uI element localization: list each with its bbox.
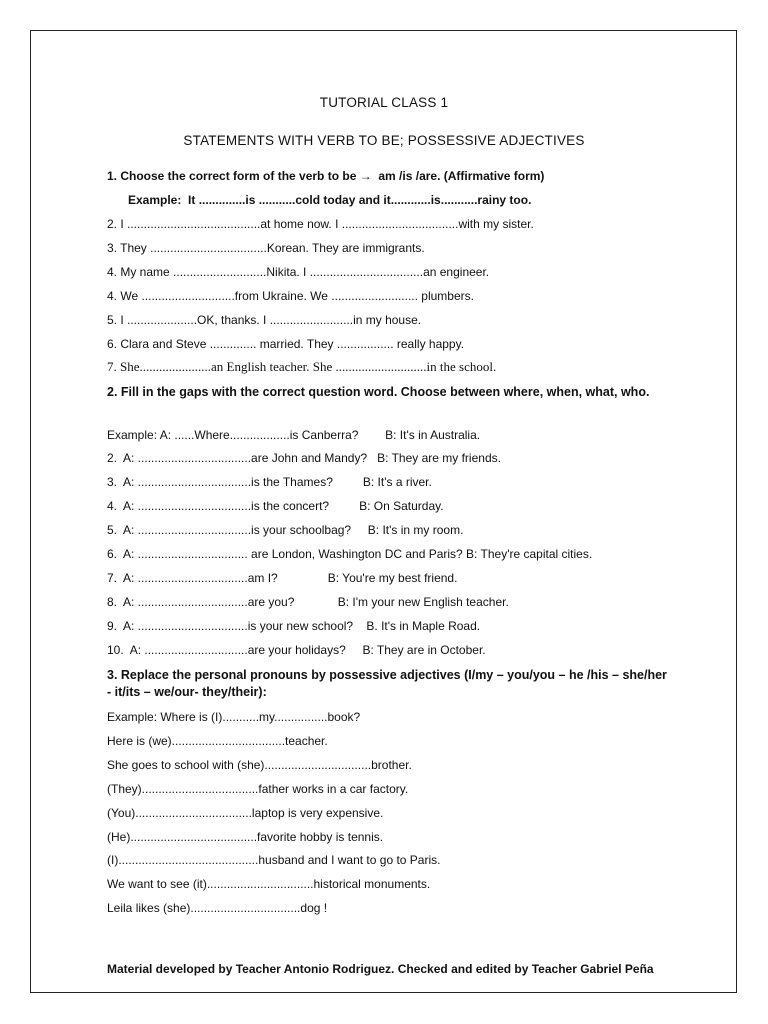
section2-item: 6. A: ................................. are London, Washington DC and Paris? B: They're capital cities. (107, 547, 593, 561)
page-subtitle: STATEMENTS WITH VERB TO BE; POSSESSIVE ADJECTIVES (183, 133, 585, 148)
section3-item: (He)......................................favorite hobby is tennis. (107, 830, 384, 844)
section1-item: 5. I .....................OK, thanks. I .........................in my house. (107, 313, 422, 327)
section2-item: 4. A: ..................................is the concert? B: On Saturday. (107, 499, 444, 513)
section2-item: 9. A: .................................is your new school? B. It's in Maple Road. (107, 619, 481, 633)
section1-item: 3. They ...................................Korean. They are immigrants. (107, 241, 425, 255)
section3-item: Here is (we)..................................teacher. (107, 734, 328, 748)
section2-item: 3. A: ..................................is the Thames? B: It's a river. (107, 475, 432, 489)
page-title: TUTORIAL CLASS 1 (319, 95, 449, 110)
section2-item: 5. A: ..................................is your schoolbag? B: It's in my room. (107, 523, 464, 537)
section3-heading: 3. Replace the personal pronouns by possessive adjectives (I/my – you/you – he /his – she/her - it/its – we/our- they/their): (107, 668, 667, 699)
page-footer: Material developed by Teacher Antonio Rodriguez. Checked and edited by Teacher Gabriel Peña (107, 962, 654, 976)
section3-example: Example: Where is (I)...........my................book? (107, 710, 361, 724)
section1-item: 4. My name ............................Nikita. I ..................................an engineer. (107, 265, 490, 279)
section1-item: 6. Clara and Steve .............. married. They ................. really happy. (107, 337, 465, 351)
section3-item: (You)...................................laptop is very expensive. (107, 806, 384, 820)
section3-item: We want to see (it)................................historical monuments. (107, 877, 431, 891)
section2-item: 7. A: .................................am I? B: You're my best friend. (107, 571, 458, 585)
section2-item: 8. A: .................................are you? B: I'm your new English teacher. (107, 595, 509, 609)
section1-item: 7. She......................an English teacher. She ............................in the school. (107, 359, 497, 374)
section1-item: 4. We ............................from Ukraine. We .......................... plumbers. (107, 289, 474, 303)
section1-example: Example: It ..............is ...........cold today and it............is...........rainy too. (128, 193, 532, 207)
section1-heading: 1. Choose the correct form of the verb to be → am /is /are. (Affirmative form) (107, 169, 545, 183)
section3-item: She goes to school with (she)................................brother. (107, 758, 412, 772)
section3-item: (I)..........................................husband and I want to go to Paris. (107, 853, 441, 867)
section1-item: 2. I ........................................at home now. I ...................................with my sister. (107, 217, 534, 231)
section2-item: 10. A: ...............................are your holidays? B: They are in October. (107, 643, 486, 657)
section3-item: Leila likes (she).................................dog ! (107, 901, 328, 915)
section2-item: 2. A: ..................................are John and Mandy? B: They are my friends. (107, 451, 501, 465)
section2-heading: 2. Fill in the gaps with the correct question word. Choose between where, when, what, who. (107, 385, 650, 399)
section2-example: Example: A: ......Where..................is Canberra? B: It's in Australia. (107, 428, 481, 442)
section3-item: (They)...................................father works in a car factory. (107, 782, 409, 796)
